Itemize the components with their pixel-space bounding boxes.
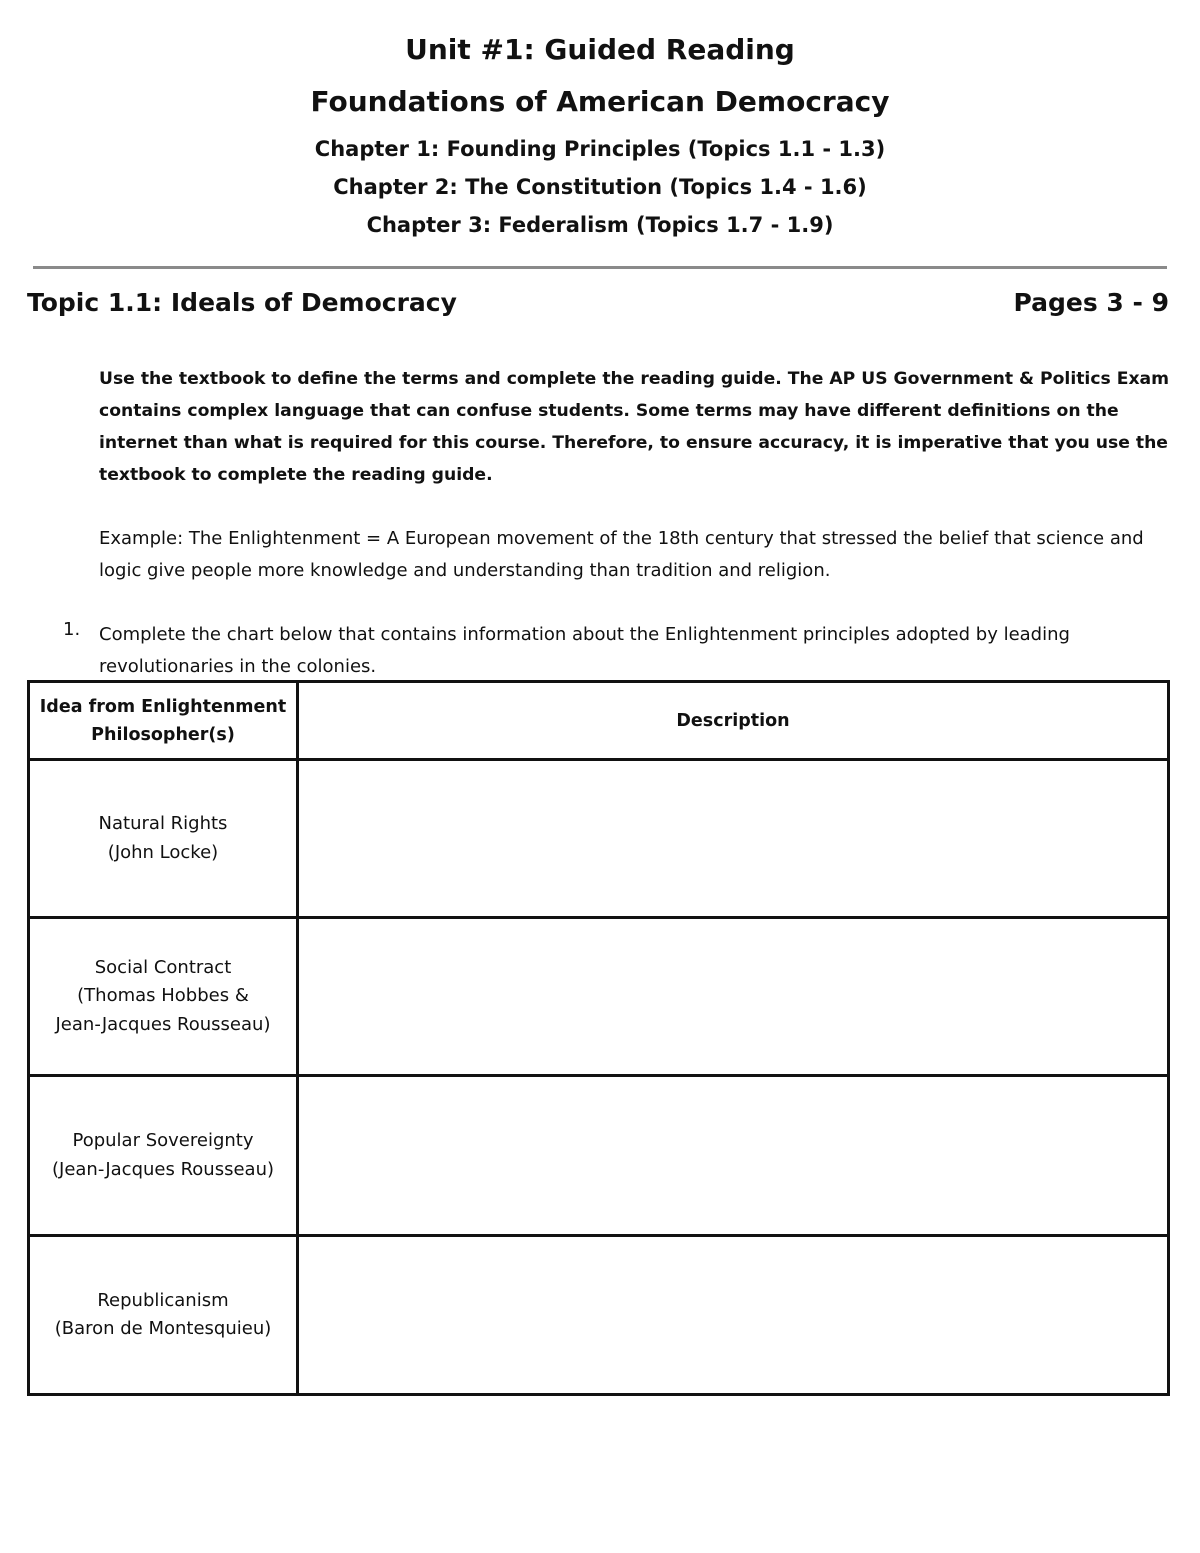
table-row [29, 1236, 1169, 1395]
description-answer-cell[interactable] [298, 1236, 1169, 1395]
table-row [29, 1076, 1169, 1236]
idea-name: Natural Rights [98, 813, 228, 834]
idea-philosopher: (Thomas Hobbes & [77, 985, 249, 1007]
description-answer-cell[interactable] [298, 918, 1169, 1076]
table-row [29, 760, 1169, 918]
idea-cell [29, 1076, 298, 1236]
topic-pages: Pages 3 - 9 [1013, 288, 1169, 317]
idea-philosopher-line2: Jean-Jacques Rousseau) [55, 1013, 271, 1035]
header-idea [29, 682, 298, 760]
page-title: Unit #1: Guided Reading [405, 33, 795, 66]
table-row [29, 918, 1169, 1076]
idea-philosopher: (Jean-Jacques Rousseau) [52, 1158, 274, 1180]
description-answer-cell[interactable] [298, 760, 1169, 918]
idea-philosopher: (Baron de Montesquieu) [54, 1318, 272, 1339]
question-number: 1. [63, 619, 81, 640]
idea-cell [29, 918, 298, 1076]
idea-cell [29, 760, 298, 918]
example-paragraph: Example: The Enlightenment = A European movement of the 18th century that stressed the belief that science and logic give people more knowledge and understanding than tradition and religion. [99, 528, 1144, 581]
header-description: Description [298, 682, 1169, 760]
description-answer-cell[interactable] [298, 1076, 1169, 1236]
chapter-line-2: Chapter 2: The Constitution (Topics 1.4 - 1.6) [333, 175, 867, 199]
header-idea-line2: Philosopher(s) [91, 724, 235, 745]
chart-header-row [29, 682, 1169, 760]
horizontal-divider [33, 266, 1167, 269]
instructions-paragraph: Use the textbook to define the terms and complete the reading guide. The AP US Government & Politics Exam contains complex language that can confuse students. Some terms may have different definitions on the internet than what is required for this course. Therefore, to ensure accuracy, it is imperative that you use the textbook to complete the reading guide. [99, 369, 1170, 485]
idea-name: Social Contract [94, 956, 232, 978]
chapter-line-1: Chapter 1: Founding Principles (Topics 1.1 - 1.3) [314, 137, 886, 161]
chapter-line-3: Chapter 3: Federalism (Topics 1.7 - 1.9) [366, 213, 834, 237]
idea-name: Republicanism [97, 1289, 229, 1311]
topic-heading: Topic 1.1: Ideals of Democracy [27, 288, 457, 317]
idea-name: Popular Sovereignty [72, 1130, 254, 1151]
header-idea-line1: Idea from Enlightenment [39, 696, 287, 717]
idea-cell [29, 1236, 298, 1395]
page-subtitle: Foundations of American Democracy [310, 85, 890, 118]
question-text: Complete the chart below that contains information about the Enlightenment principles adopted by leading revolutionaries in the colonies. [99, 624, 1070, 677]
idea-philosopher: (John Locke) [107, 841, 219, 863]
enlightenment-chart [27, 680, 1170, 1396]
